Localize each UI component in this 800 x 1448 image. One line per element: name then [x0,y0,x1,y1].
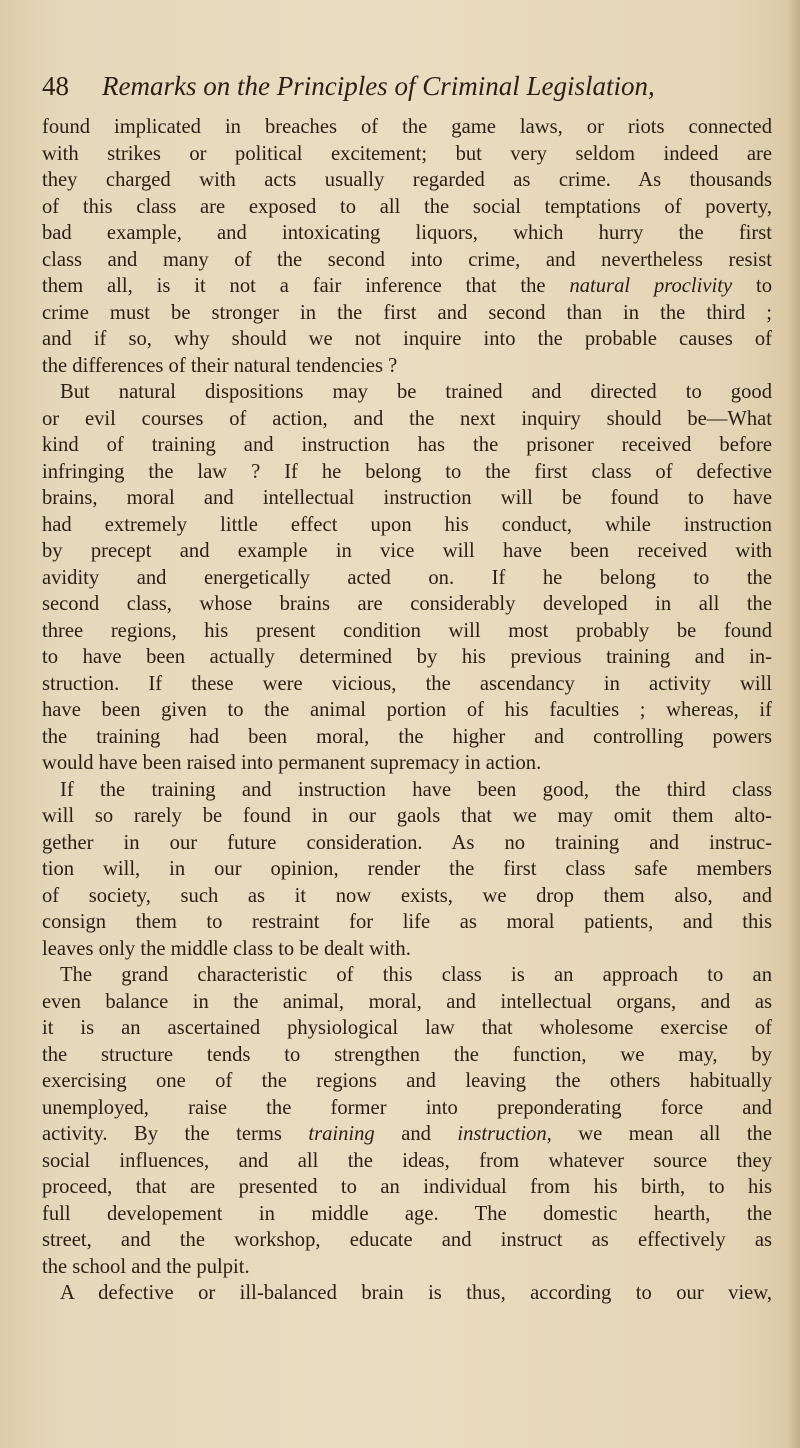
text-line: three regions, his present condition will most probably be found [42,619,772,642]
text-line: consign them to restraint for life as moral patients, and this [42,911,772,933]
text-line: the differences of their natural tendencies ? [42,354,398,377]
text-line: unemployed, raise the former into preponderating force and [42,1096,772,1119]
text-line: leaves only the middle class to be dealt with. [42,937,411,960]
page-number: 48 [42,71,69,101]
text-line: would have been raised into permanent supremacy in action. [42,752,542,774]
text-line: by precept and example in vice will have been received with [42,540,772,562]
text-line: and if so, why should we not inquire into the probable causes of [42,328,772,350]
text-line: gether in our future consideration. As no training and instruc- [42,831,772,854]
text-line: to have been actually determined by his previous training and in- [42,646,772,668]
running-title: Remarks on the Principles of Criminal Legislation, [102,71,655,101]
text-line: second class, whose brains are considerably developed in all the [42,593,772,615]
text-line: have been given to the animal portion of his faculties ; whereas, if [42,699,772,721]
text-segment: activity. By the terms [42,1123,309,1145]
italic-term-instruction: instruction, [457,1123,552,1145]
text-line: crime must be stronger in the first and second than in the third ; [42,301,772,324]
text-line: or evil courses of action, and the next inquiry should be—What [42,407,772,430]
text-segment: and [374,1123,458,1145]
paragraph-start-line: If the training and instruction have been good, the third class [60,778,772,801]
text-line [42,1121,772,1148]
text-line: will so rarely be found in our gaols that we may omit them alto- [42,805,772,827]
paragraph-start-line: But natural dispositions may be trained and directed to good [60,381,772,403]
page-edge-shadow [786,0,800,1448]
text-line: it is an ascertained physiological law that wholesome exercise of [42,1017,772,1039]
text-line [42,273,772,300]
italic-phrase: natural proclivity [569,275,733,297]
text-line: class and many of the second into crime, and nevertheless resist [42,248,772,271]
text-line: full developement in middle age. The domestic hearth, the [42,1202,772,1225]
text-line: had extremely little effect upon his conduct, while instruction [42,513,772,536]
text-line: avidity and energetically acted on. If he belong to the [42,566,772,589]
italic-term-training: training [308,1123,375,1145]
body-text [42,114,772,1307]
text-segment: to [732,275,772,297]
text-line: bad example, and intoxicating liquors, which hurry the first [42,222,772,244]
text-line: the school and the pulpit. [42,1255,250,1278]
text-line: found implicated in breaches of the game laws, or riots connected [42,116,772,138]
text-line: exercising one of the regions and leaving the others habitually [42,1070,772,1092]
page-header [42,66,762,106]
text-segment: them all, is it not a fair inference that the [42,275,570,297]
text-line: the structure tends to strengthen the function, we may, by [42,1043,772,1066]
text-line: kind of training and instruction has the prisoner received before [42,434,772,456]
paragraph-start-line: A defective or ill-balanced brain is thus, according to our view, [60,1282,772,1304]
text-line: tion will, in our opinion, render the first class safe members [42,858,772,880]
text-line: even balance in the animal, moral, and intellectual organs, and as [42,990,772,1013]
text-line: proceed, that are presented to an individual from his birth, to his [42,1176,772,1198]
text-line: of this class are exposed to all the social temptations of poverty, [42,195,772,218]
text-line: street, and the workshop, educate and instruct as effectively as [42,1229,772,1251]
text-line: brains, moral and intellectual instruction will be found to have [42,487,772,509]
text-line: infringing the law ? If he belong to the first class of defective [42,460,772,483]
text-line: of society, such as it now exists, we drop them also, and [42,884,772,907]
text-line: social influences, and all the ideas, from whatever source they [42,1149,772,1172]
text-line: with strikes or political excitement; but very seldom indeed are [42,142,772,165]
text-line: struction. If these were vicious, the ascendancy in activity will [42,672,772,695]
paragraph-start-line: The grand characteristic of this class is an approach to an [60,964,772,986]
text-segment: we mean all the [551,1123,772,1145]
text-line: they charged with acts usually regarded as crime. As thousands [42,169,772,191]
text-line: the training had been moral, the higher and controlling powers [42,725,772,748]
